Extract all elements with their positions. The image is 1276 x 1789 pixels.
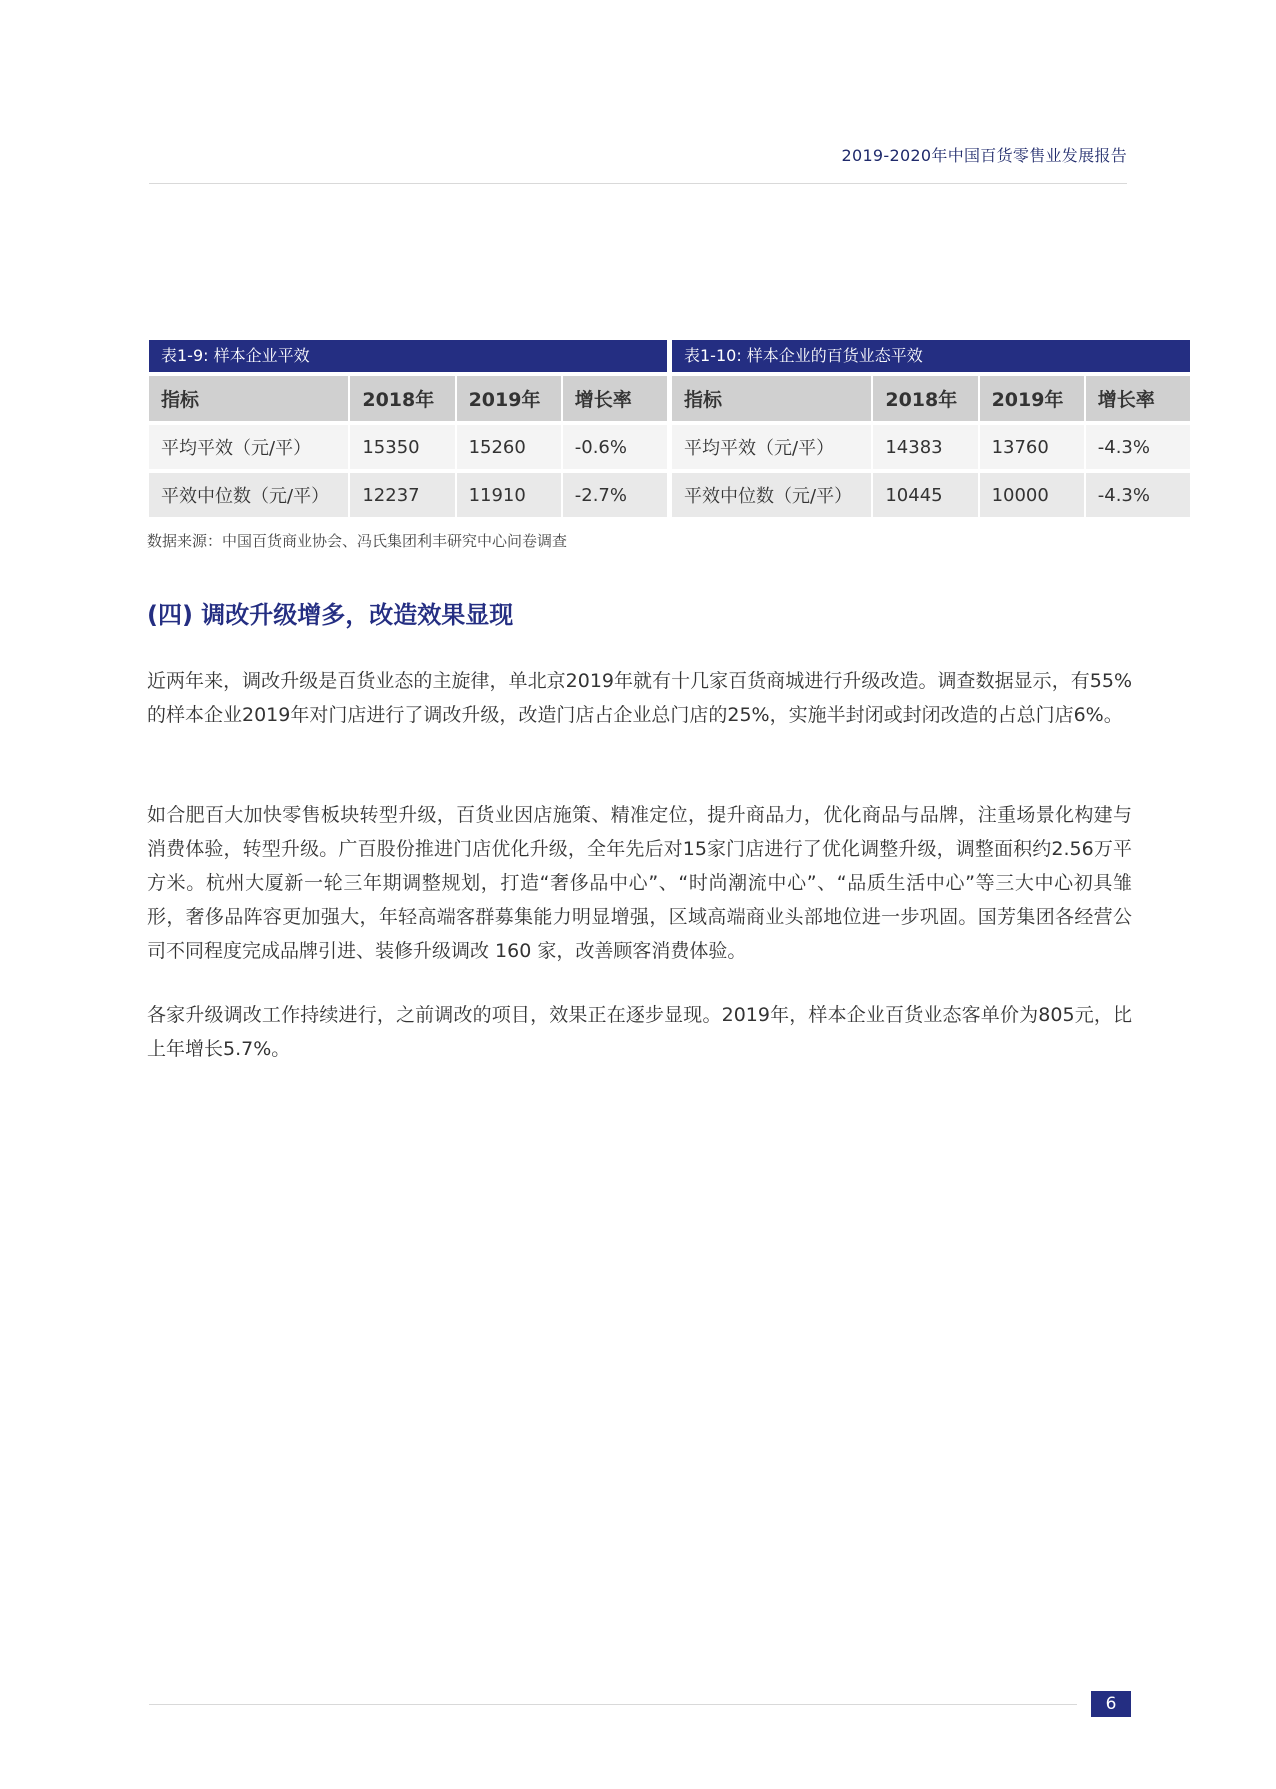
column-header: 2018年 [350,376,454,425]
column-header: 指标 [672,376,871,425]
body-paragraph: 近两年来，调改升级是百货业态的主旋律，单北京2019年就有十几家百货商城进行升级改造。调查数据显示，有55%的样本企业2019年对门店进行了调改升级，改造门店占企业总门店的25%，实施半封闭或封闭改造的占总门店6%。 [147,670,1132,726]
table-cell: 12237 [350,473,454,521]
column-header: 2019年 [980,376,1084,425]
column-header: 2019年 [457,376,561,425]
table-row [149,425,667,473]
table-cell: -4.3% [1086,473,1190,521]
header-divider [149,183,1127,184]
table-department-store-efficiency [670,340,1192,521]
table-row [672,473,1190,521]
column-header: 增长率 [1086,376,1190,425]
table-cell: 平效中位数（元/平） [149,473,348,521]
footer-divider [149,1704,1077,1705]
table-caption: 表1-9: 样本企业平效 [149,340,667,372]
table-cell: 15350 [350,425,454,473]
table-cell: 平均平效（元/平） [149,425,348,473]
table-sample-enterprise-efficiency [147,340,669,521]
table-cell: 15260 [457,425,561,473]
page-number: 6 [1091,1691,1131,1717]
table-cell: 10445 [873,473,977,521]
section-heading: (四) 调改升级增多，改造效果显现 [147,601,514,629]
table-row [149,473,667,521]
table-cell: -4.3% [1086,425,1190,473]
column-header: 指标 [149,376,348,425]
table-cell: -2.7% [563,473,667,521]
table-caption: 表1-10: 样本企业的百货业态平效 [672,340,1190,372]
data-source-note: 数据来源：中国百货商业协会、冯氏集团利丰研究中心问卷调查 [147,532,568,550]
table-cell: 平效中位数（元/平） [672,473,871,521]
table-row [672,425,1190,473]
body-paragraph: 各家升级调改工作持续进行，之前调改的项目，效果正在逐步显现。2019年，样本企业百货业态客单价为805元，比上年增长5.7%。 [147,1004,1132,1060]
body-paragraph: 如合肥百大加快零售板块转型升级，百货业因店施策、精准定位，提升商品力，优化商品与品牌，注重场景化构建与消费体验，转型升级。广百股份推进门店优化升级，全年先后对15家门店进行了优化调整升级，调整面积约2.56万平方米。杭州大厦新一轮三年期调整规划，打造“奢侈品中心”、“时尚潮流中心”、“品质生活中心”等三大中心初具雏形，奢侈品阵容更加强大，年轻高端客群募集能力明显增强，区域高端商业头部地位进一步巩固。国芳集团各经营公司不同程度完成品牌引进、装修升级调改 160 家，改善顾客消费体验。 [147,804,1132,962]
table-cell: 平均平效（元/平） [672,425,871,473]
table-cell: 10000 [980,473,1084,521]
table-cell: 13760 [980,425,1084,473]
table-cell: 11910 [457,473,561,521]
table-cell: 14383 [873,425,977,473]
table-cell: -0.6% [563,425,667,473]
column-header: 2018年 [873,376,977,425]
column-header: 增长率 [563,376,667,425]
report-title: 2019-2020年中国百货零售业发展报告 [841,146,1127,165]
